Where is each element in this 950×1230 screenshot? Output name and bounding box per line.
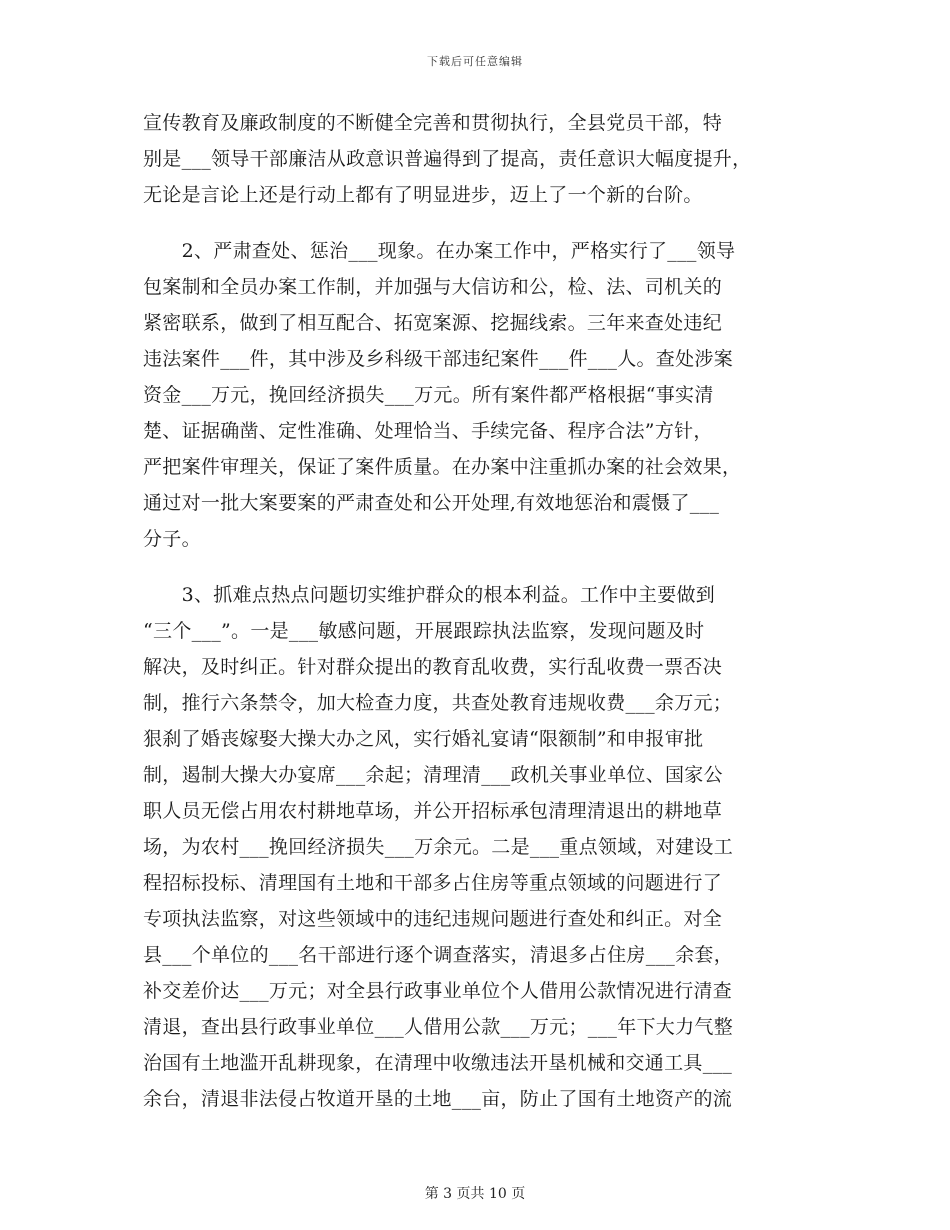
page-number-footer: 第 3 页共 10 页 <box>424 1186 526 1202</box>
body-line: 专项执法监察，对这些领域中的违纪违规问题进行查处和纠正。对全 <box>143 908 723 930</box>
body-line: 县___个单位的___名干部进行逐个调查落实，清退多占住房___余套， <box>143 944 734 966</box>
body-line: 程招标投标、清理国有土地和干部多占住房等重点领域的问题进行了 <box>143 872 723 894</box>
body-line: 楚、证据确凿、定性准确、处理恰当、手续完备、程序合法”方针， <box>143 420 713 442</box>
body-line: 职人员无偿占用农村耕地草场，并公开招标承包清理清退出的耕地草 <box>143 800 723 822</box>
body-line: 解决，及时纠正。针对群众提出的教育乱收费，实行乱收费一票否决 <box>143 656 723 678</box>
body-line: 资金___万元，挽回经济损失___万元。所有案件都严格根据“事实清 <box>143 384 714 406</box>
body-line: “三个___”。一是___敏感问题，开展跟踪执法监察，发现问题及时 <box>143 620 705 642</box>
body-line: 包案制和全员办案工作制，并加强与大信访和公，检、法、司机关的 <box>143 276 723 298</box>
body-line: 无论是言论上还是行动上都有了明显进步，迈上了一个新的台阶。 <box>143 184 703 206</box>
paragraph-gap <box>143 213 803 233</box>
body-line: 余台，清退非法侵占牧道开垦的土地___亩，防止了国有土地资产的流 <box>143 1088 733 1110</box>
body-line: 通过对一批大案要案的严肃查处和公开处理,有效地惩治和震慑了___ <box>143 492 720 514</box>
body-line: 补交差价达___万元；对全县行政事业单位个人借用公款情况进行清查 <box>143 980 733 1002</box>
body-line: 严把案件审理关，保证了案件质量。在办案中注重抓办案的社会效果， <box>143 456 742 478</box>
body-line: 3、抓难点热点问题切实维护群众的根本利益。工作中主要做到 <box>143 584 716 606</box>
body-line: 违法案件___件，其中涉及乡科级干部违纪案件___件___人。查处涉案 <box>143 348 734 370</box>
body-line: 场，为农村___挽回经济损失___万余元。二是___重点领域，对建设工 <box>143 836 734 858</box>
body-line: 清退，查出县行政事业单位___人借用公款___万元；___年下大力气整 <box>143 1016 734 1038</box>
body-line: 治国有土地滥开乱耕现象，在清理中收缴违法开垦机械和交通工具___ <box>143 1052 733 1074</box>
body-line: 狠刹了婚丧嫁娶大操大办之风，实行婚礼宴请“限额制”和申报审批 <box>143 728 704 750</box>
paragraph-gap <box>143 557 803 577</box>
body-line: 制，推行六条禁令，加大检查力度，共查处教育违规收费___余万元； <box>143 692 733 714</box>
body-line: 制，遏制大操大办宴席___余起；清理清___政机关事业单位、国家公 <box>143 764 723 786</box>
document-body <box>143 105 803 1117</box>
page-header: 下载后可任意编辑 <box>427 55 523 68</box>
body-line: 分子。 <box>143 528 201 550</box>
body-line: 别是___领导干部廉洁从政意识普遍得到了提高，责任意识大幅度提升， <box>143 148 752 170</box>
body-line: 2、严肃查处、惩治___现象。在办案工作中，严格实行了___领导 <box>143 240 736 262</box>
body-line: 宣传教育及廉政制度的不断健全完善和贯彻执行，全县党员干部，特 <box>143 112 723 134</box>
body-line: 紧密联系，做到了相互配合、拓宽案源、挖掘线索。三年来查处违纪 <box>143 312 723 334</box>
